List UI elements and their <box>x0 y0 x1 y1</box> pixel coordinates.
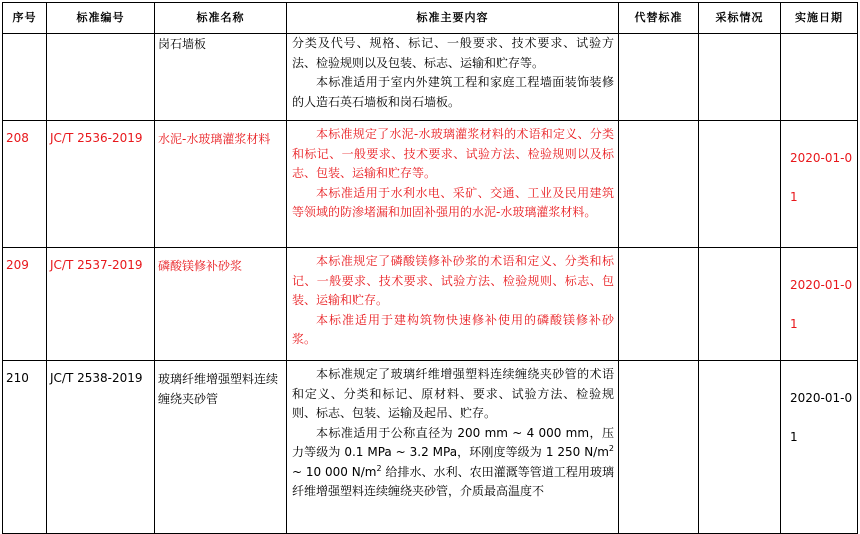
cell-content <box>287 361 619 534</box>
date-part: 1 <box>790 430 798 444</box>
content-paragraph: 本标准规定了水泥-水玻璃灌浆材料的术语和定义、分类和标记、一般要求、技术要求、试验方法、检验规则以及标志、包装、运输和贮存等。 <box>292 127 614 180</box>
cell-content <box>287 121 619 248</box>
content-paragraph: 本标准适用于建构筑物快速修补使用的磷酸镁修补砂浆。 <box>292 312 614 346</box>
header-name: 标准名称 <box>155 3 287 34</box>
cell-date <box>781 361 858 534</box>
header-replace: 代替标准 <box>619 3 699 34</box>
header-content: 标准主要内容 <box>287 3 619 34</box>
header-code: 标准编号 <box>47 3 155 34</box>
content-paragraph: 本标准适用于公称直径为 200 mm ~ 4 000 mm，压力等级为 0.1 MPa ~ 3.2 MPa，环刚度等级为 1 250 $N/m^2$ ~ 10 000 $N/m^2$ 给排水、水利、农田灌溉等管道工程用玻璃纤维增强塑料连续缠绕夹砂管，介质最高温度不 <box>292 425 614 498</box>
cell-adopt <box>699 361 781 534</box>
cell-code: JC/T 2538-2019 <box>47 361 155 534</box>
cell-replace <box>619 248 699 361</box>
cell-name: 水泥-水玻璃灌浆材料 <box>155 121 287 248</box>
cell-content <box>287 34 619 121</box>
cell-replace <box>619 121 699 248</box>
cell-adopt <box>699 248 781 361</box>
cell-seq: 208 <box>3 121 47 248</box>
date-part: 1 <box>790 317 798 331</box>
content-paragraph: 本标准规定了玻璃纤维增强塑料连续缠绕夹砂管的术语和定义、分类和标记、原材料、要求、试验方法、检验规则、标志、包装、运输及起吊、贮存。 <box>292 367 614 420</box>
date-part: 2020-01-0 <box>790 391 853 405</box>
cell-name: 岗石墙板 <box>155 34 287 121</box>
cell-seq: 210 <box>3 361 47 534</box>
cell-replace <box>619 34 699 121</box>
cell-name: 磷酸镁修补砂浆 <box>155 248 287 361</box>
cell-name: 玻璃纤维增强塑料连续缠绕夹砂管 <box>155 361 287 534</box>
cell-seq: 209 <box>3 248 47 361</box>
cell-content <box>287 248 619 361</box>
date-part: 2020-01-0 <box>790 151 853 165</box>
date-part: 2020-01-0 <box>790 278 853 292</box>
header-adopt: 采标情况 <box>699 3 781 34</box>
cell-replace <box>619 361 699 534</box>
cell-seq <box>3 34 47 121</box>
table-row <box>3 34 858 121</box>
table-row <box>3 121 858 248</box>
date-part: 1 <box>790 190 798 204</box>
table-row <box>3 361 858 534</box>
header-row <box>3 3 858 34</box>
cell-code <box>47 34 155 121</box>
content-paragraph: 分类及代号、规格、标记、一般要求、技术要求、试验方法、检验规则以及包装、标志、运输和贮存等。 <box>292 36 614 70</box>
header-seq: 序号 <box>3 3 47 34</box>
cell-date <box>781 34 858 121</box>
content-paragraph: 本标准适用于水利水电、采矿、交通、工业及民用建筑等领域的防渗堵漏和加固补强用的水泥-水玻璃灌浆材料。 <box>292 185 614 219</box>
content-paragraph: 本标准适用于室内外建筑工程和家庭工程墙面装饰装修的人造石英石墙板和岗石墙板。 <box>292 75 614 109</box>
cell-date <box>781 248 858 361</box>
cell-adopt <box>699 121 781 248</box>
standards-table <box>2 2 858 534</box>
table-row <box>3 248 858 361</box>
cell-code: JC/T 2536-2019 <box>47 121 155 248</box>
header-date: 实施日期 <box>781 3 858 34</box>
cell-date <box>781 121 858 248</box>
cell-code: JC/T 2537-2019 <box>47 248 155 361</box>
content-paragraph: 本标准规定了磷酸镁修补砂浆的术语和定义、分类和标记、一般要求、技术要求、试验方法、检验规则、标志、包装、运输和贮存。 <box>292 254 614 307</box>
cell-adopt <box>699 34 781 121</box>
